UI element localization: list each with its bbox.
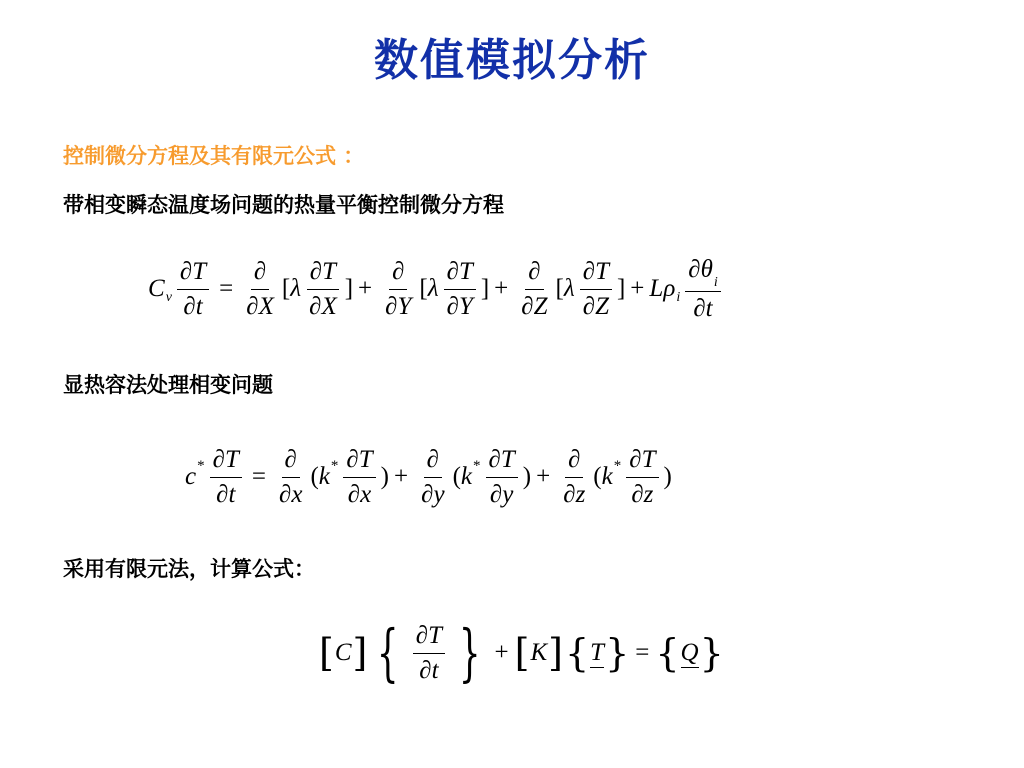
- eq3-rsq: ]: [352, 631, 368, 675]
- eq2-d-dz: [560, 445, 588, 510]
- eq2-partial: ∂: [216, 480, 229, 508]
- eq2-T: T: [641, 445, 656, 473]
- fem-heading: 采用有限元法，计算公式：: [63, 557, 315, 581]
- eq2-partial: ∂: [212, 445, 225, 473]
- eq1-partial: ∂: [693, 294, 706, 322]
- eq3-T-vector: T: [590, 638, 605, 666]
- eq2-partial: ∂: [284, 445, 297, 473]
- eq1-lbracket: [: [281, 275, 291, 302]
- eq3-lbrace-small: {: [655, 631, 680, 675]
- eq1-X: X: [258, 292, 274, 320]
- eq1-rbracket: ]: [616, 275, 626, 302]
- eq1-sub-v: v: [165, 290, 172, 305]
- eq1-lambda: λ: [290, 275, 302, 302]
- eq2-partial: ∂: [278, 480, 292, 508]
- eq1-partial: ∂: [392, 257, 405, 285]
- eq3-lbrace-small: {: [564, 631, 590, 675]
- eq1-lbracket: [: [419, 275, 428, 302]
- eq1-partial: ∂: [446, 292, 459, 320]
- eq3-lbrace: {: [377, 616, 399, 689]
- eq1-dT-dX: [306, 257, 340, 322]
- eq1-lambda: λ: [427, 275, 439, 302]
- eq1-partial: ∂: [446, 257, 459, 285]
- eq1-partial: ∂: [528, 257, 541, 285]
- eq2-rparen: ): [522, 463, 532, 490]
- eq1-rbracket: ]: [344, 275, 354, 302]
- eq3-rsq: ]: [548, 631, 563, 675]
- eq3-C: C: [334, 639, 352, 666]
- eq2-d-dy: [418, 445, 447, 510]
- eq2-c: c: [185, 463, 197, 490]
- eq1-partial: ∂: [246, 292, 259, 320]
- eq2-partial: ∂: [488, 445, 501, 473]
- eq1-partial: ∂: [582, 292, 596, 320]
- eq1-plus: +: [494, 275, 509, 302]
- eq1-equals: =: [219, 275, 234, 302]
- eq1-lbracket: [: [555, 275, 564, 302]
- eq1-d-dZ: [518, 257, 550, 322]
- eq1-Z: Z: [533, 292, 548, 320]
- eq2-y: y: [502, 480, 514, 508]
- heat-balance-heading: 带相变瞬态温度场问题的热量平衡控制微分方程: [63, 193, 504, 217]
- eq2-plus: +: [536, 463, 551, 490]
- eq2-k: k: [318, 463, 330, 490]
- eq2-partial: ∂: [426, 445, 439, 473]
- eq1-partial: ∂: [521, 292, 534, 320]
- eq1-partial: ∂: [385, 292, 398, 320]
- apparent-heat-heading: 显热容法处理相变问题: [63, 373, 273, 397]
- governing-equations-heading: 控制微分方程及其有限元公式 ：: [63, 144, 365, 168]
- eq1-plus: +: [630, 275, 645, 302]
- eq1-T: T: [192, 257, 207, 285]
- eq1-Z: Z: [595, 292, 609, 320]
- eq2-star: *: [197, 457, 205, 474]
- eq3-t: t: [431, 656, 439, 684]
- eq1-sub-i: i: [676, 290, 681, 305]
- eq1-dtheta-dt: [685, 255, 721, 324]
- eq1-rbracket: ]: [480, 275, 490, 302]
- eq2-lparen: (: [310, 463, 319, 490]
- eq1-Y: Y: [397, 292, 412, 320]
- eq2-T: T: [224, 445, 239, 473]
- eq1-Y: Y: [458, 292, 473, 320]
- eq2-partial: ∂: [346, 445, 359, 473]
- eq2-partial: ∂: [347, 480, 361, 508]
- apparent-heat-equation: [185, 436, 672, 518]
- eq3-rbrace-small: }: [699, 631, 724, 675]
- eq2-partial: ∂: [629, 445, 642, 473]
- eq2-lparen: (: [593, 463, 602, 490]
- eq2-dT-dz: [626, 445, 658, 510]
- eq3-T: T: [428, 621, 443, 649]
- eq3-plus: +: [494, 639, 509, 666]
- eq1-X: X: [321, 292, 337, 320]
- eq2-star: *: [330, 457, 339, 474]
- eq3-K: K: [530, 639, 548, 666]
- eq2-T: T: [358, 445, 373, 473]
- eq1-L: L: [649, 275, 664, 302]
- slide-title: 数值模拟分析: [374, 35, 650, 86]
- eq1-dT-dY: [444, 257, 476, 322]
- eq1-dT-dt: [177, 257, 209, 322]
- eq2-rparen: ): [380, 463, 389, 490]
- eq2-rparen: ): [663, 463, 672, 490]
- eq1-t: t: [195, 292, 203, 320]
- eq2-d-dx: [276, 445, 305, 510]
- eq1-partial: ∂: [183, 292, 196, 320]
- eq1-C: C: [148, 275, 165, 302]
- eq1-dT-dZ: [580, 257, 612, 322]
- eq1-T: T: [322, 257, 337, 285]
- eq1-T: T: [458, 257, 473, 285]
- eq2-partial: ∂: [568, 445, 581, 473]
- eq3-lsq: [: [514, 631, 530, 675]
- eq1-rho: ρ: [663, 275, 676, 302]
- eq2-t: t: [228, 480, 236, 508]
- eq1-partial: ∂: [688, 255, 701, 283]
- eq1-partial: ∂: [253, 257, 267, 285]
- eq3-equals: =: [635, 639, 650, 666]
- eq2-y: y: [433, 480, 445, 508]
- eq2-dT-dy: [486, 445, 518, 510]
- eq2-z: z: [575, 480, 586, 508]
- heat-balance-equation: [148, 248, 726, 330]
- eq2-partial: ∂: [421, 480, 434, 508]
- eq2-z: z: [643, 480, 654, 508]
- eq3-dT-dt: [413, 621, 445, 686]
- eq2-plus: +: [393, 463, 409, 490]
- fem-equation: [318, 612, 725, 694]
- eq1-d-dX: [243, 257, 277, 322]
- eq3-rbrace-small: }: [605, 631, 630, 675]
- eq1-t: t: [705, 294, 713, 322]
- eq3-rbrace: }: [458, 616, 481, 689]
- eq1-theta: θ: [700, 255, 713, 283]
- eq3-lsq: [: [319, 631, 334, 675]
- eq2-k: k: [601, 463, 613, 490]
- eq2-x: x: [360, 480, 372, 508]
- eq1-lambda: λ: [563, 275, 575, 302]
- eq2-lparen: (: [452, 463, 461, 490]
- eq1-partial: ∂: [309, 292, 322, 320]
- eq2-dT-dt: [210, 445, 242, 510]
- eq2-star: *: [613, 457, 622, 474]
- eq1-partial: ∂: [309, 257, 323, 285]
- eq2-T: T: [500, 445, 515, 473]
- eq3-partial: ∂: [415, 621, 429, 649]
- eq1-partial: ∂: [582, 257, 596, 285]
- eq2-k: k: [460, 463, 472, 490]
- eq1-partial: ∂: [179, 257, 193, 285]
- eq3-partial: ∂: [419, 656, 432, 684]
- eq1-d-dY: [382, 257, 414, 322]
- eq2-equals: =: [251, 463, 266, 490]
- eq1-T: T: [595, 257, 609, 285]
- eq2-star: *: [473, 457, 481, 474]
- eq2-dT-dx: [343, 445, 375, 510]
- eq2-partial: ∂: [489, 480, 503, 508]
- eq3-Q-vector: Q: [680, 638, 699, 666]
- eq2-partial: ∂: [631, 480, 644, 508]
- eq1-plus: +: [358, 275, 373, 302]
- eq2-x: x: [291, 480, 303, 508]
- eq2-partial: ∂: [563, 480, 576, 508]
- eq1-sub-i: i: [713, 274, 718, 290]
